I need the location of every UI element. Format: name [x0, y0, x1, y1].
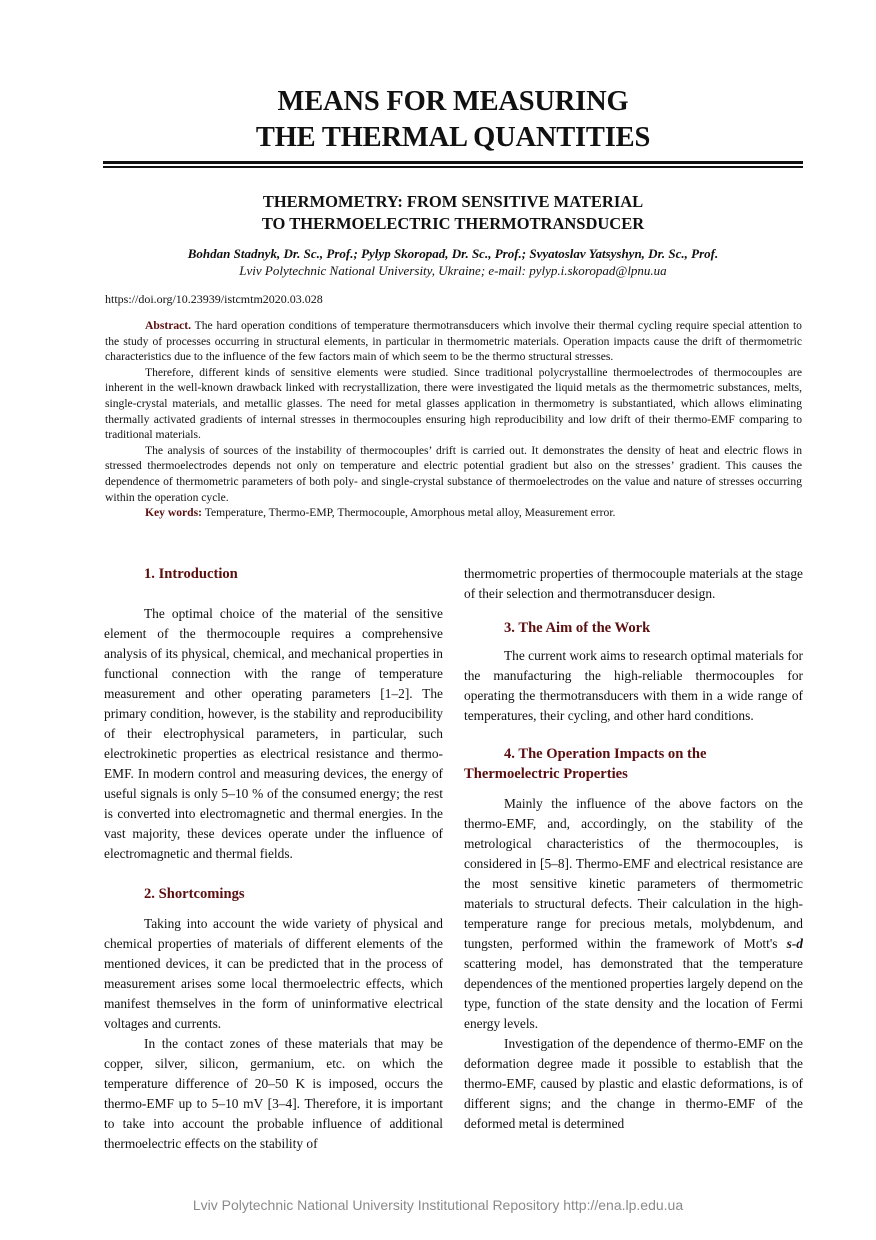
aim-paragraph: The current work aims to research optimal materials for the manufacturing the high-reliable thermocouples for operating the thermotransducers with them in a wide range of temperatures, their cycling, and other hard conditions. [464, 648, 803, 723]
keywords [105, 505, 802, 521]
impacts-paragraph: Mainly the influence of the above factors on the thermo-EMF, and, accordingly, on the stability of the metrological characteristics of the thermocouples, is considered in [5–8]. Thermo-EMF and electrical resistance are the most sensitive kinetic parameters of thermometric materials to structural defects. Their calculation in the high-temperature range for precious metals, molybdenum, and tungsten, performed within the framework of Mott's s-d scattering model, has demonstrated that the temperature dependences of the mentioned properties largely depend on the type, function of the state density and the location of Fermi energy levels. [464, 796, 803, 1031]
shortcomings-paragraph-continued: thermometric properties of thermocouple materials at the stage of their selection and thermotransducer design. [464, 566, 803, 601]
abstract-paragraph: The analysis of sources of the instability of thermocouples’ drift is carried out. It demonstrates the density of heat and electric flows in stressed thermoelectrodes depends not only on temperature and electric potential gradient but also on the stresses’ gradient. This causes the dependence of thermometric parameters of both poly- and single-crystal substance of thermoelectrodes on the value and nature of stresses occurring within the operation cycle. [105, 443, 802, 504]
left-column [104, 564, 443, 1154]
right-column [464, 564, 803, 1134]
impacts-paragraph: Investigation of the dependence of thermo-EMF on the deformation degree made it possible to establish that the thermo-EMF, caused by plastic and elastic deformations, is of different signs; and the change in thermo-EMF of the deformed metal is determined [464, 1036, 803, 1131]
journal-section-title-line2: THE THERMAL QUANTITIES [255, 122, 651, 153]
paper-title [103, 191, 803, 235]
abstract-label: Abstract. [145, 319, 192, 332]
journal-section-title-line1: MEANS FOR MEASURING [277, 86, 629, 117]
sd-term: s-d [786, 936, 803, 951]
shortcomings-paragraph: In the contact zones of these materials that may be copper, silver, silicon, germanium, etc. on which the temperature difference of 20–50 K is imposed, occurs the thermo-EMF up to 5–10 mV [3–4]. Therefore, it is important to take into account the probable influence of additional thermoelectric effects on the stability of [104, 1036, 443, 1151]
paper-title-line1: THERMOMETRY: FROM SENSITIVE MATERIAL [262, 192, 644, 211]
shortcomings-paragraph: Taking into account the wide variety of physical and chemical properties of materials of different elements of the mentioned devices, it can be predicted that in the process of measurement arises some local thermoelectric effects, which manifest themselves in the form of uninformative electrical voltages and currents. [104, 916, 443, 1031]
section-heading-shortcomings: 2. Shortcomings [144, 886, 245, 902]
section-heading-aim: 3. The Aim of the Work [504, 620, 651, 636]
doi-link[interactable]: https://doi.org/10.23939/istcmtm2020.03.028 [105, 292, 323, 306]
intro-paragraph: The optimal choice of the material of the sensitive element of the thermocouple requires a comprehensive analysis of its physical, chemical, and mechanical properties in functional connection with the range of temperature measurement and other operating parameters [1–2]. The primary condition, however, is the stability and reproducibility of their electrophysical parameters, in particular, such electrokinetic properties as electrical resistance and thermo-EMF. In modern control and measuring devices, the energy of useful signals is only 5–10 % of the consumed energy; the rest is converted into electromagnetic and thermal energies. In the vast majority, these devices operate under the influence of electromagnetic and thermal fields. [104, 606, 443, 861]
abstract-paragraph: Therefore, different kinds of sensitive elements were studied. Since traditional polycrystalline thermoelectrodes of thermocouples are inherent in the well-known drawback linked with recrystallization, there were investigated the liquid metals as the thermometric substances, melts, single-crystal materials, and metallic glasses. The need for metal glasses application in thermometry is substantiated, which allows eliminating thermally activated gradients of internal stresses in thermocouples ensuring high reproducibility and low drift of their thermo-EMF comparing to traditional materials. [105, 365, 802, 442]
double-rule-top [103, 161, 803, 164]
abstract [105, 318, 802, 521]
abstract-paragraph: Abstract. The hard operation conditions of temperature thermotransducers which involve their thermal cycling require special attention to the study of processes occurring in structural elements, in particular in thermometric materials. Operation impacts cause the drift of thermometric characteristics due to the influence of the few factors main of which seem to be the thermo structural stresses. [105, 319, 802, 364]
keywords-list: Temperature, Thermo-EMP, Thermocouple, Amorphous metal alloy, Measurement error. [202, 506, 616, 520]
keywords-label: Key words: [145, 506, 202, 520]
authors: Bohdan Stadnyk, Dr. Sc., Prof.; Pylyp Skoropad, Dr. Sc., Prof.; Svyatoslav Yatsyshyn, Dr. Sc., Prof. [187, 246, 719, 261]
double-rule-bottom [103, 166, 803, 168]
paper-title-line2: TO THERMOELECTRIC THERMOTRANSDUCER [261, 214, 645, 233]
affiliation: Lviv Polytechnic National University, Ukraine; e-mail: pylyp.i.skoropad@lpnu.ua [239, 263, 667, 278]
section-heading-introduction: 1. Introduction [144, 566, 238, 582]
section-heading-operation-impacts: 4. The Operation Impacts on the Thermoelectric Properties [464, 746, 707, 782]
journal-section-title [103, 84, 803, 156]
repository-footer: Lviv Polytechnic National University Institutional Repository http://ena.lp.edu.ua [192, 1197, 684, 1213]
